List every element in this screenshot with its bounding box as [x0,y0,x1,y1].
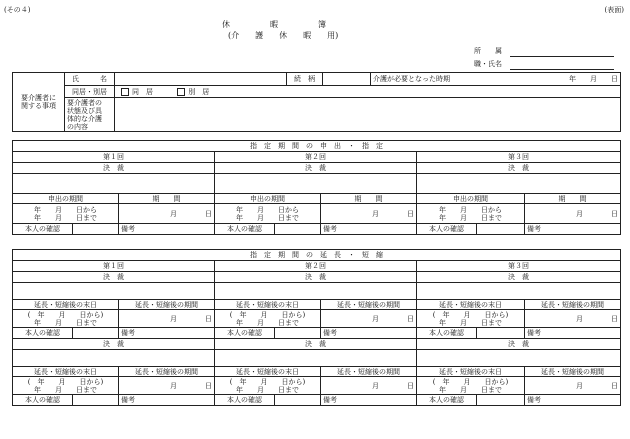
extend-end-label-1b: 延長・短縮後の末日 [13,367,119,377]
extend-end-label-2a: 延長・短縮後の末日 [215,300,321,310]
extend-remarks-2a: 備考 [321,328,417,339]
extend-remarks-1a: 備考 [119,328,215,339]
living-options [115,86,621,98]
care-period-label: 介護が必要となった時期 [373,75,450,83]
extend-remarks-3a: 備考 [525,328,621,339]
apply-days-1[interactable]: 月 日 [119,204,215,224]
extend-confirm-1a: 本人の確認 [13,328,73,339]
care-name-label: 氏 名 [65,73,115,86]
apply-confirm-2: 本人の確認 [215,224,275,235]
apply-confirm-field-1[interactable] [73,224,119,235]
extend-dates-3b[interactable]: ( 年 月 日から) 年 月 日まで [417,377,525,395]
extend-decision-3b: 決 裁 [417,339,621,350]
extend-dates-1a[interactable]: ( 年 月 日から) 年 月 日まで [13,310,119,328]
apply-round-1: 第１回 [13,152,215,163]
apply-period-label-3: 申出の期間 [417,194,525,204]
extend-decision-1a: 決 裁 [13,272,215,283]
extend-days-2a[interactable]: 月 日 [321,310,417,328]
extend-round-3: 第３回 [417,261,621,272]
extend-stamp-1a[interactable] [13,283,215,300]
apply-stamp-1[interactable] [13,174,215,194]
extend-end-label-3a: 延長・短縮後の末日 [417,300,525,310]
extend-remarks-1b: 備考 [119,395,215,406]
extend-decision-3a: 決 裁 [417,272,621,283]
extend-dates-1b[interactable]: ( 年 月 日から) 年 月 日まで [13,377,119,395]
extend-days-3b[interactable]: 月 日 [525,377,621,395]
apply-remarks-3: 備考 [525,224,621,235]
extend-confirm-field-2a[interactable] [275,328,321,339]
extend-dates-2a[interactable]: ( 年 月 日から) 年 月 日まで [215,310,321,328]
separate-option[interactable]: 別 居 [177,88,209,96]
apply-remarks-2: 備考 [321,224,417,235]
living-label: 同居・別居 [65,86,115,98]
extend-stamp-1b[interactable] [13,350,215,367]
apply-duration-label-2: 期 間 [321,194,417,204]
apply-period-label-2: 申出の期間 [215,194,321,204]
apply-dates-3[interactable]: 年 月 日から 年 月 日まで [417,204,525,224]
cohabit-checkbox[interactable] [121,88,129,96]
apply-duration-label-3: 期 間 [525,194,621,204]
care-recipient-table [12,72,621,132]
extend-confirm-2a: 本人の確認 [215,328,275,339]
relation-field[interactable] [323,73,371,86]
extend-period-label-2a: 延長・短縮後の期間 [321,300,417,310]
extend-confirm-field-3b[interactable] [477,395,525,406]
extend-remarks-2b: 備考 [321,395,417,406]
apply-duration-label-1: 期 間 [119,194,215,204]
condition-label: 要介護者の 状態及び具 体的な介護 の内容 [65,98,115,132]
extend-decision-2b: 決 裁 [215,339,417,350]
extend-end-label-2b: 延長・短縮後の末日 [215,367,321,377]
extend-dates-2b[interactable]: ( 年 月 日から) 年 月 日まで [215,377,321,395]
extend-confirm-3a: 本人の確認 [417,328,477,339]
extend-confirm-field-1b[interactable] [73,395,119,406]
apply-confirm-3: 本人の確認 [417,224,477,235]
extend-stamp-2a[interactable] [215,283,417,300]
extend-period-label-1a: 延長・短縮後の期間 [119,300,215,310]
extend-days-3a[interactable]: 月 日 [525,310,621,328]
extend-period-label-2b: 延長・短縮後の期間 [321,367,417,377]
cohabit-option[interactable]: 同 居 [121,88,153,96]
extend-remarks-3b: 備考 [525,395,621,406]
page-subtitle: (介 護 休 暇 用) [228,31,339,40]
extend-round-1: 第１回 [13,261,215,272]
care-period-value: 年 月 日 [569,75,618,83]
extend-table [12,249,621,406]
apply-table [12,140,621,235]
extend-period-label-3b: 延長・短縮後の期間 [525,367,621,377]
extend-confirm-field-2b[interactable] [275,395,321,406]
extend-period-label-1b: 延長・短縮後の期間 [119,367,215,377]
extend-days-1a[interactable]: 月 日 [119,310,215,328]
extend-stamp-3b[interactable] [417,350,621,367]
extend-confirm-field-3a[interactable] [477,328,525,339]
apply-title: 指 定 期 間 の 申 出 ・ 指 定 [13,141,621,152]
apply-stamp-2[interactable] [215,174,417,194]
apply-round-2: 第２回 [215,152,417,163]
apply-days-2[interactable]: 月 日 [321,204,417,224]
care-section-label: 要介護者に 関する事項 [13,73,65,132]
apply-period-label-1: 申出の期間 [13,194,119,204]
extend-stamp-2b[interactable] [215,350,417,367]
affiliation-line[interactable] [510,56,614,57]
extend-title: 指 定 期 間 の 延 長 ・ 短 縮 [13,250,621,261]
extend-days-2b[interactable]: 月 日 [321,377,417,395]
page-title: 休 暇 簿 [222,20,326,29]
apply-confirm-field-2[interactable] [275,224,321,235]
apply-dates-1[interactable]: 年 月 日から 年 月 日まで [13,204,119,224]
extend-days-1b[interactable]: 月 日 [119,377,215,395]
form-number: (その４) [4,6,31,14]
apply-decision-2: 決 裁 [215,163,417,174]
apply-decision-3: 決 裁 [417,163,621,174]
extend-confirm-3b: 本人の確認 [417,395,477,406]
apply-dates-2[interactable]: 年 月 日から 年 月 日まで [215,204,321,224]
name-line[interactable] [510,69,614,70]
apply-decision-1: 決 裁 [13,163,215,174]
name-label: 職・氏名 [474,60,502,68]
extend-period-label-3a: 延長・短縮後の期間 [525,300,621,310]
extend-end-label-1a: 延長・短縮後の末日 [13,300,119,310]
relation-label: 続 柄 [287,73,323,86]
condition-field[interactable] [115,98,621,132]
care-period-cell[interactable] [371,73,621,86]
extend-decision-2a: 決 裁 [215,272,417,283]
extend-confirm-2b: 本人の確認 [215,395,275,406]
affiliation-label: 所 属 [474,47,502,55]
extend-decision-1b: 決 裁 [13,339,215,350]
extend-stamp-3a[interactable] [417,283,621,300]
apply-stamp-3[interactable] [417,174,621,194]
extend-confirm-1b: 本人の確認 [13,395,73,406]
extend-dates-3a[interactable]: ( 年 月 日から) 年 月 日まで [417,310,525,328]
extend-round-2: 第２回 [215,261,417,272]
separate-checkbox[interactable] [177,88,185,96]
apply-confirm-field-3[interactable] [477,224,525,235]
apply-remarks-1: 備考 [119,224,215,235]
apply-days-3[interactable]: 月 日 [525,204,621,224]
extend-confirm-field-1a[interactable] [73,328,119,339]
side-label: (表面) [604,6,624,14]
apply-confirm-1: 本人の確認 [13,224,73,235]
extend-end-label-3b: 延長・短縮後の末日 [417,367,525,377]
care-name-field[interactable] [115,73,287,86]
apply-round-3: 第３回 [417,152,621,163]
